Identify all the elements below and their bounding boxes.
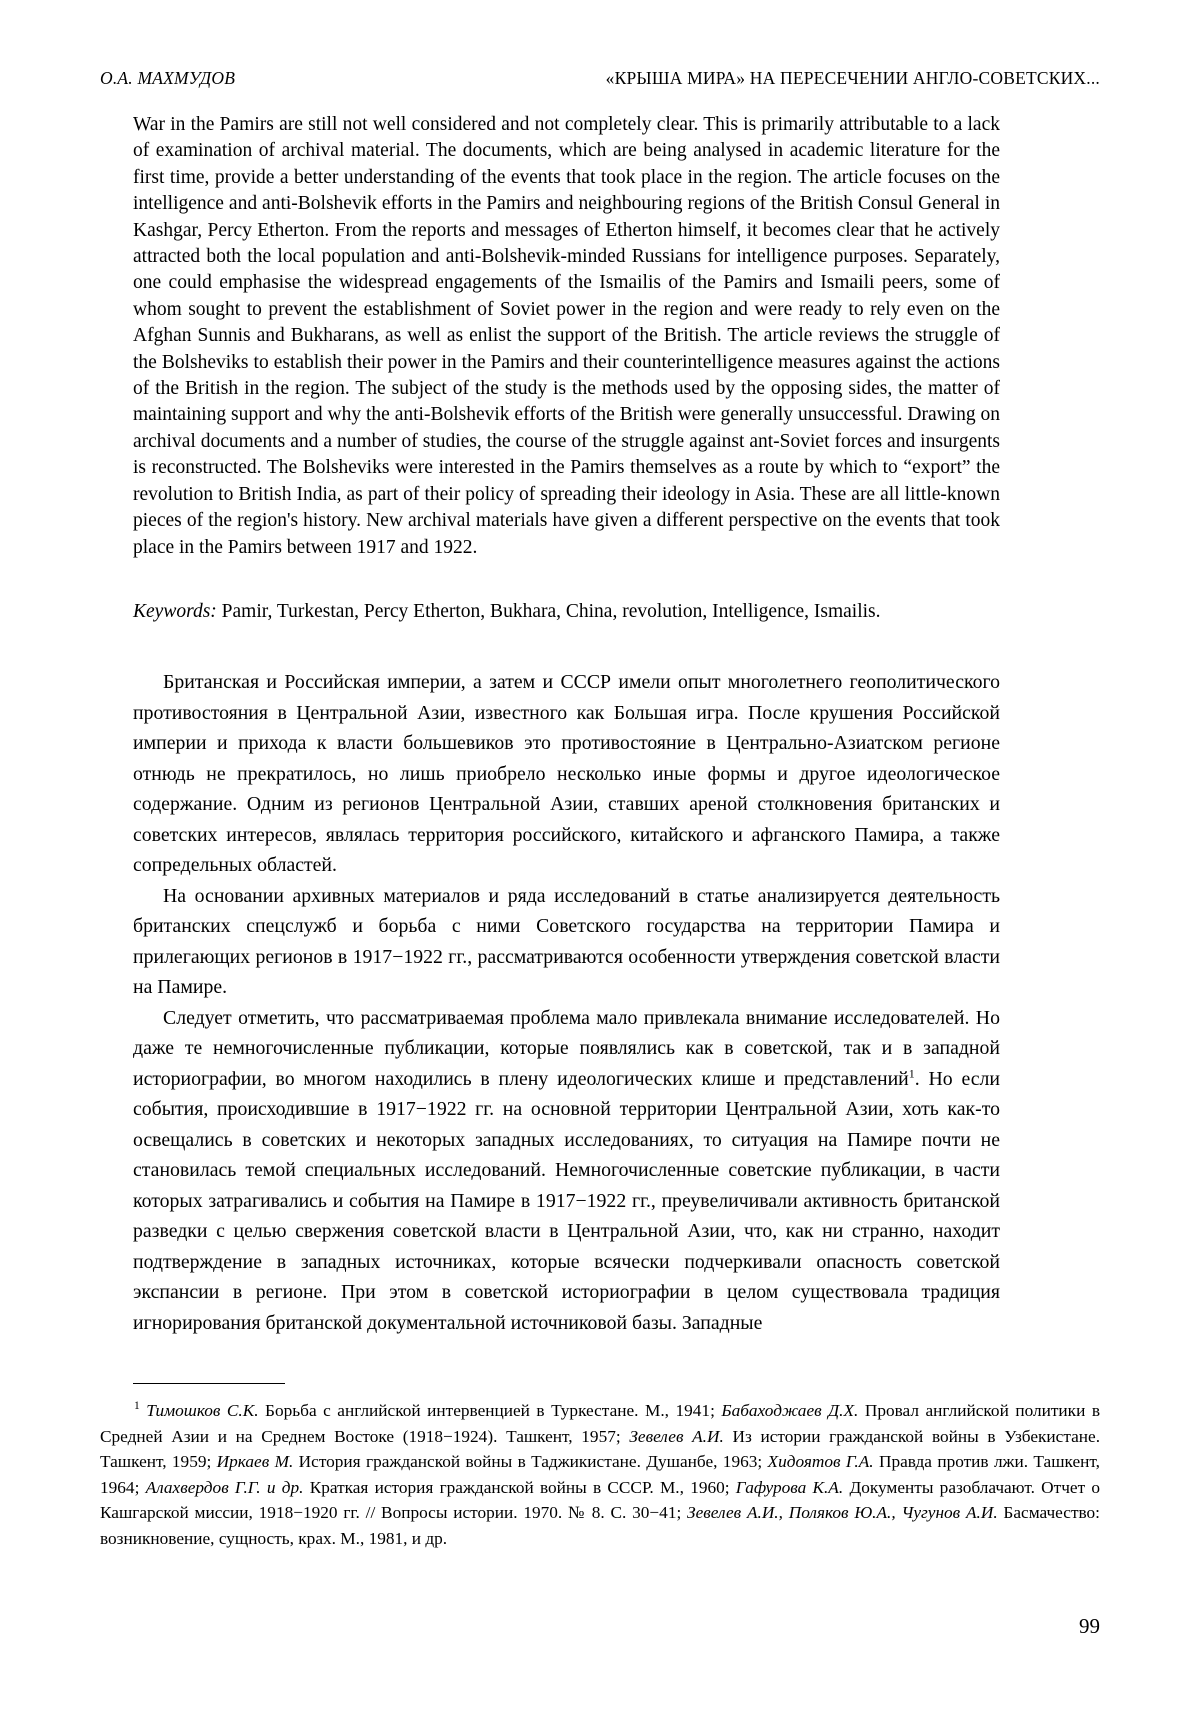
footnote-seg-1: Борьба с английской интервенцией в Туркестане. М., 1941; <box>258 1401 722 1420</box>
header-author: О.А. МАХМУДОВ <box>100 68 236 88</box>
footnote-1 <box>100 1398 1100 1552</box>
russian-body <box>133 667 1000 1338</box>
footnote-seg-13: Документы разоблачают. Отчет о Кашгарской миссии, 1918−1920 гг. // Вопросы истории. 1970. № 8. С. 30−41; <box>100 1477 1101 1523</box>
footnote-seg-3: Провал английской политики в Средней Азии и на Среднем Востоке (1918−1924). Ташкент, 1957; <box>100 1401 1100 1446</box>
footnote-seg-11: Краткая история гражданской войны в СССР. М., 1960; <box>303 1477 736 1497</box>
body-paragraph-3-part2: . Но если события, происходившие в 1917−1922 гг. на основной территории Центральной Азии, хоть как-то освещались в советских и некоторых западных исследованиях, то ситуация на Памире почти не становилась темой специальных исследований. Немногочисленные советские публикации, в части которых затрагивались и события на Памире в 1917−1922 гг., преувеличивали активность британской разведки с целью свержения советской власти в Центральной Азии, что, как ни странно, находит подтверждение в западных источниках, которые всячески подчеркивали опасность советской экспансии в регионе. При этом в советской историографии в целом существовала традиция игнорирования британской документальной источниковой базы. Западные <box>133 1067 1000 1334</box>
footnote-seg-7: История гражданской войны в Таджикистане. Душанбе, 1963; <box>293 1452 768 1472</box>
page-number: 99 <box>1079 1614 1100 1638</box>
body-paragraph-3 <box>133 1003 1000 1339</box>
footnote-seg-14: Зевелев А.И., Поляков Ю.А., Чугунов А.И. <box>687 1503 998 1523</box>
body-paragraph-3-part1: Следует отметить, что рассматриваемая проблема мало привлекала внимание исследователей. Но даже те немногочисленные публикации, которые появлялись как в советской, так и в западной историографии, во многом находились в плену идеологических клише и представлений <box>133 1006 1000 1090</box>
footnote-reference-1[interactable]: 1 <box>908 1066 915 1081</box>
keywords-line <box>133 599 1000 625</box>
footnote-separator <box>133 1383 285 1384</box>
running-header <box>100 68 1100 89</box>
footnote-seg-8: Хидоятов Г.А. <box>767 1452 874 1472</box>
footnote-seg-4: Зевелев А.И. <box>629 1426 724 1446</box>
footnote-seg-0: Тимошков С.К. <box>146 1401 259 1420</box>
footnotes-area <box>100 1398 1100 1552</box>
keywords-label: Keywords: <box>133 600 217 622</box>
header-title: «КРЫША МИРА» НА ПЕРЕСЕЧЕНИИ АНГЛО-СОВЕТСКИХ... <box>605 68 1100 88</box>
footnote-seg-9: Правда против лжи. Ташкент, 1964; <box>100 1452 1100 1497</box>
footnote-seg-12: Гафурова К.А. <box>735 1477 844 1497</box>
footnote-seg-6: Иркаев М. <box>216 1452 294 1472</box>
body-paragraph-2: На основании архивных материалов и ряда исследований в статье анализируется деятельность британских спецслужб и борьба с ними Советского государства на территории Памира и прилегающих регионов в 1917−1922 гг., рассматриваются особенности утверждения советской власти на Памире. <box>133 884 1000 999</box>
page-content <box>133 112 1000 1338</box>
keywords-value: Pamir, Turkestan, Percy Etherton, Bukhara, China, revolution, Intelligence, Ismailis. <box>216 600 881 622</box>
footnote-seg-5: Из истории гражданской войны в Узбекистане. Ташкент, 1959; <box>100 1426 1101 1472</box>
footnote-seg-15: Басмачество: возникновение, сущность, крах. М., 1981, и др. <box>100 1503 1100 1548</box>
footnote-seg-10: Алахвердов Г.Г. и др. <box>145 1477 304 1497</box>
abstract-paragraph: War in the Pamirs are still not well considered and not completely clear. This is primarily attributable to a lack of examination of archival material. The documents, which are being analysed in academic literature for the first time, provide a better understanding of the events that took place in the region. The article focuses on the intelligence and anti-Bolshevik efforts in the Pamirs and neighbouring regions of the British Consul General in Kashgar, Percy Etherton. From the reports and messages of Etherton himself, it becomes clear that he actively attracted both the local population and anti-Bolshevik-minded Russians for intelligence purposes. Separately, one could emphasise the widespread engagements of the Ismailis of the Pamirs and Ismaili peers, some of whom sought to prevent the establishment of Soviet power in the region and were ready to rely even on the Afghan Sunnis and Bukharans, as well as enlist the support of the British. The article reviews the struggle of the Bolsheviks to establish their power in the Pamirs and their counterintelligence measures against the actions of the British in the region. The subject of the study is the methods used by the opposing sides, the matter of maintaining support and why the anti-Bolshevik efforts of the British were generally unsuccessful. Drawing on archival documents and a number of studies, the course of the struggle against ant-Soviet forces and insurgents is reconstructed. The Bolsheviks were interested in the Pamirs themselves as a route by which to “export” the revolution to British India, as part of their policy of spreading their ideology in Asia. These are all little-known pieces of the region's history. New archival materials have given a different perspective on the events that took place in the Pamirs between 1917 and 1922. <box>133 114 1000 558</box>
footnote-seg-2: Бабаходжаев Д.Х. <box>721 1401 859 1420</box>
footnote-1-marker: 1 <box>134 1400 140 1413</box>
body-paragraph-1: Британская и Российская империи, а затем и СССР имели опыт многолетнего геополитического противостояния в Центральной Азии, известного как Большая игра. После крушения Российской империи и прихода к власти большевиков это противостояние в Центрально-Азиатском регионе отнюдь не прекратилось, но лишь приобрело несколько иные формы и другое идеологическое содержание. Одним из регионов Центральной Азии, ставших ареной столкновения британских и советских интересов, являлась территория российского, китайского и афганского Памира, а также сопредельных областей. <box>133 671 1000 877</box>
